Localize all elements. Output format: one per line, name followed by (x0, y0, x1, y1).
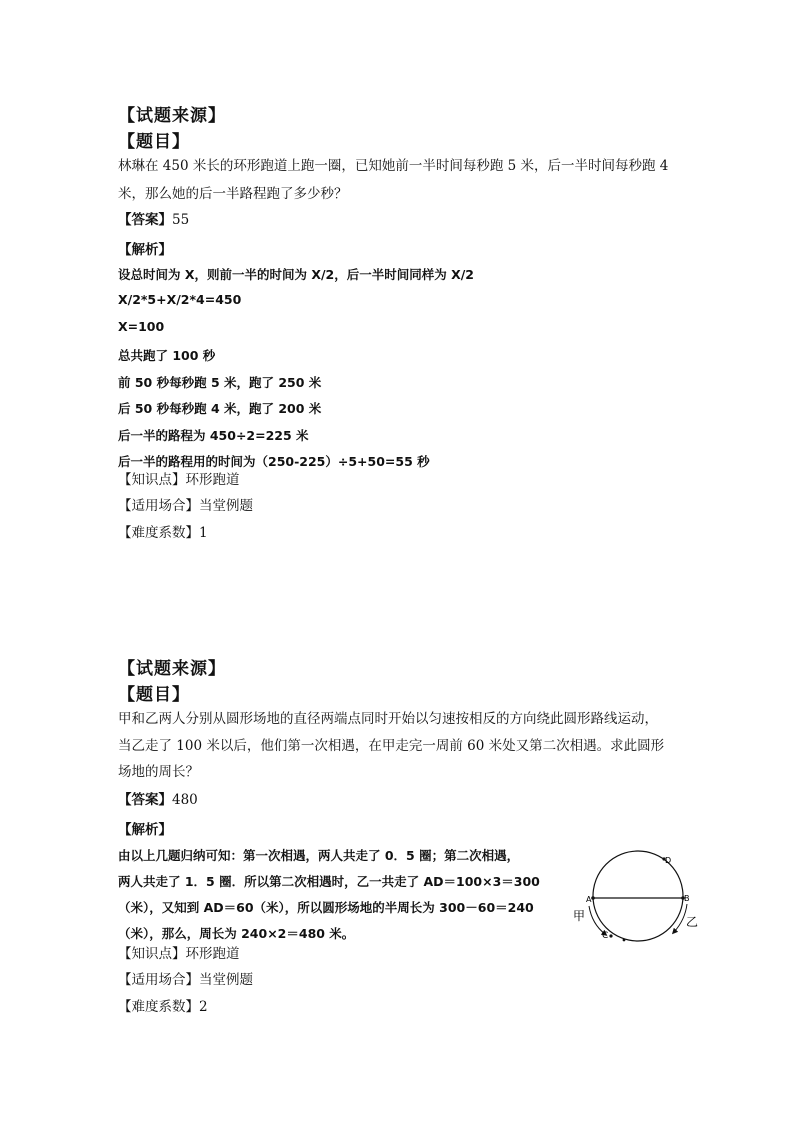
q2-answer-value: 480 (172, 792, 198, 808)
q2-source-heading: 【试题来源】 (118, 659, 226, 679)
q1-source-heading: 【试题来源】 (118, 106, 226, 126)
meet-point-dot (623, 939, 626, 942)
q1-step-8: 后一半的路程用的时间为（250-225）÷5+50=55 秒 (118, 454, 430, 469)
q1-analysis-label: 【解析】 (118, 242, 172, 258)
q2-step-1: 由以上几题归纳可知：第一次相遇，两人共走了 0．5 圈；第二次相遇， (118, 848, 520, 863)
q1-step-7: 后一半的路程为 450÷2=225 米 (118, 428, 309, 443)
q1-question-line-1: 林琳在 450 米长的环形跑道上跑一圈，已知她前一半时间每秒跑 5 米，后一半时间每秒跑 4 (118, 158, 669, 174)
q1-answer-label: 【答案】 (118, 212, 172, 228)
q2-answer (118, 792, 198, 808)
circular-track-figure (568, 848, 708, 948)
q1-answer (118, 212, 189, 228)
q2-answer-label: 【答案】 (118, 792, 172, 808)
point-c-dot (609, 934, 612, 937)
q2-question-line-2: 当乙走了 100 米以后，他们第一次相遇，在甲走完一周前 60 米处又第二次相遇。求此圆形 (118, 738, 665, 754)
q2-title-heading: 【题目】 (118, 685, 190, 705)
label-yi: 乙 (686, 915, 699, 929)
q1-knowledge-point: 【知识点】环形跑道 (118, 472, 240, 488)
q1-step-4: 总共跑了 100 秒 (118, 348, 216, 363)
q1-step-1: 设总时间为 X，则前一半的时间为 X/2，后一半时间同样为 X/2 (118, 267, 474, 282)
q1-difficulty: 【难度系数】1 (118, 525, 208, 541)
q2-question-line-1: 甲和乙两人分别从圆形场地的直径两端点同时开始以匀速按相反的方向绕此圆形路线运动， (118, 711, 658, 727)
q1-occasion: 【适用场合】当堂例题 (118, 498, 253, 514)
q1-step-3: X=100 (118, 319, 165, 334)
q1-answer-value: 55 (172, 212, 190, 228)
q1-step-2: X/2*5+X/2*4=450 (118, 292, 242, 307)
q2-knowledge-point: 【知识点】环形跑道 (118, 946, 240, 962)
q1-title-heading: 【题目】 (118, 132, 190, 152)
q1-step-5: 前 50 秒每秒跑 5 米，跑了 250 米 (118, 375, 322, 390)
point-b-label: B (684, 894, 690, 903)
point-c-label: C (602, 931, 609, 941)
q1-question-line-2: 米，那么她的后一半路程跑了多少秒？ (118, 186, 348, 202)
q2-occasion: 【适用场合】当堂例题 (118, 972, 253, 988)
jia-direction-arrow (589, 906, 605, 934)
q2-question-line-3: 场地的周长？ (118, 764, 199, 780)
point-a-dot (591, 896, 595, 900)
q2-difficulty: 【难度系数】2 (118, 999, 208, 1015)
q2-step-4: （米），那么，周长为 240×2＝480 米。 (118, 926, 355, 941)
q2-step-3: （米），又知到 AD＝60（米），所以圆形场地的半周长为 300－60＝240 (118, 900, 534, 915)
q2-step-2: 两人共走了 1．5 圈．所以第二次相遇时，乙一共走了 AD＝100×3＝300 (118, 874, 540, 889)
point-a-label: A (586, 895, 592, 904)
label-jia: 甲 (573, 909, 586, 923)
q1-step-6: 后 50 秒每秒跑 4 米，跑了 200 米 (118, 401, 322, 416)
q2-analysis-label: 【解析】 (118, 822, 172, 838)
point-d-label: D (665, 856, 672, 865)
